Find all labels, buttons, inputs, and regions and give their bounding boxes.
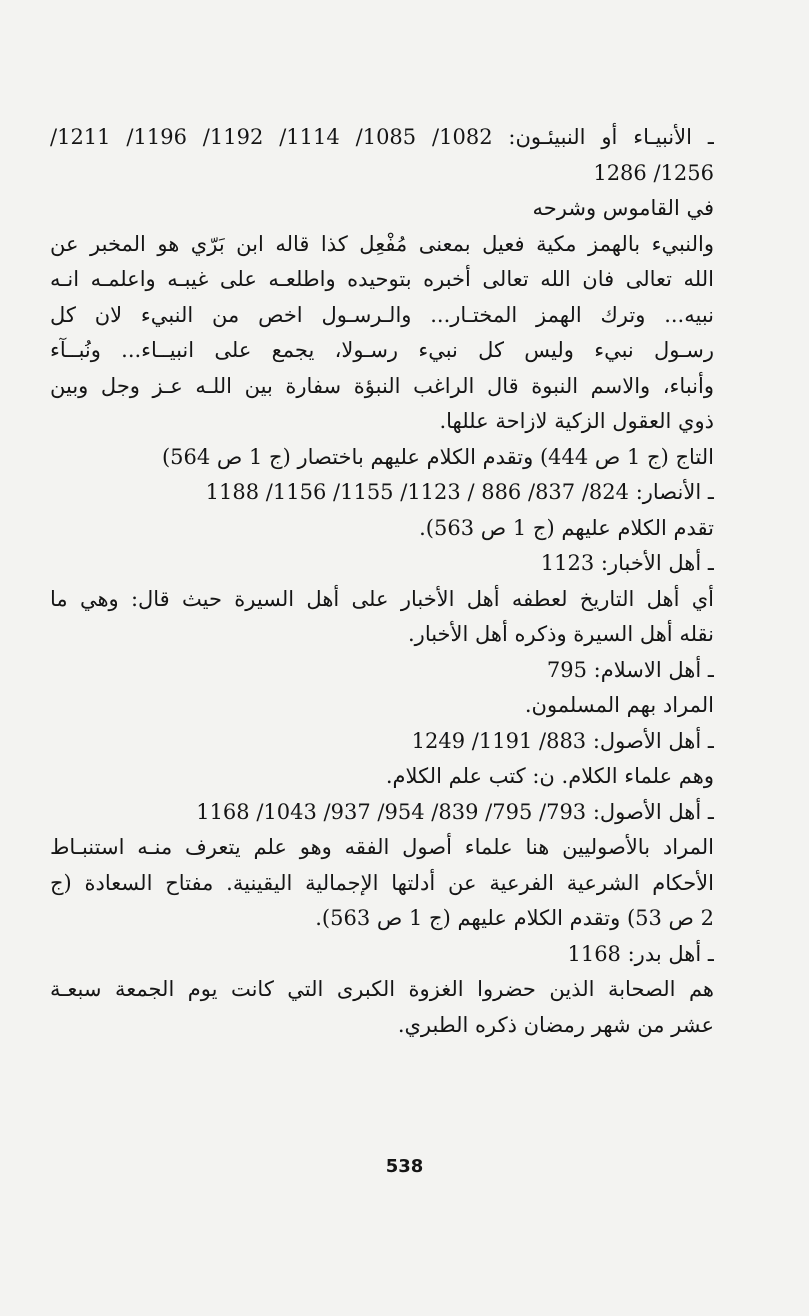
text-line-8: وأنباء، والاسم النبوة قال الراغب النبؤة سفارة بين اللـه عـز وجل وبين: [50, 373, 714, 398]
text-line-17: المراد بهم المسلمون.: [524, 693, 714, 717]
text-line-5: الله تعالى فان الله تعالى أخبره بتوحيده واطلعـه على غيبـه واعلمـه انـه: [50, 267, 714, 291]
text-line-24: ـ أهل بدر: 1168: [567, 941, 714, 966]
text-line-23: 2 ص 53) وتقدم الكلام عليهم (ج 1 ص 563).: [315, 906, 714, 930]
text-line-13: ـ أهل الأخبار: 1123: [540, 551, 714, 575]
page-number: 538: [385, 1156, 424, 1177]
text-line-19: وهم علماء الكلام. ن: كتب علم الكلام.: [385, 764, 714, 788]
text-line-12: تقدم الكلام عليهم (ج 1 ص 563).: [419, 515, 714, 540]
text-line-18: ـ أهل الأصول: 883/ 1191/ 1249: [411, 728, 714, 753]
text-line-22: الأحكام الشرعية الفرعية عن أدلتها الإجمالية اليقينية. مفتاح السعادة (ج: [50, 870, 714, 895]
text-line-14: أي أهل التاريخ لعطفه أهل الأخبار على أهل السيرة حيث قال: وهي ما: [50, 586, 714, 611]
text-line-20: ـ أهل الأصول: 793/ 795/ 839/ 954/ 937/ 1043/ 1168: [196, 799, 714, 824]
text-line-3: في القاموس وشرحه: [532, 196, 714, 220]
text-line-2: 1256/ 1286: [593, 160, 714, 185]
text-line-26: عشر من شهر رمضان ذكره الطبري.: [397, 1012, 714, 1037]
text-line-11: ـ الأنصار: 824/ 837/ 886 / 1123/ 1155/ 1156/ 1188: [205, 480, 714, 504]
text-line-9: ذوي العقول الزكية لازاحة عللها.: [439, 409, 714, 433]
text-line-16: ـ أهل الاسلام: 795: [546, 657, 714, 682]
text-line-1: ـ الأنبيـاء أو النبيئـون: 1082/ 1085/ 1114/ 1192/ 1196/ 1211/: [50, 125, 714, 149]
page-text-body: [50, 120, 714, 1043]
text-line-7: رسـول نبيء وليس كل نبيء رسـولا، يجمع على انبيــاء... ونُبــآء: [50, 338, 714, 362]
text-line-4: والنبيء بالهمز مكية فعيل بمعنى مُفْعِل كذا قاله ابن بَرّي هو المخبر عن: [50, 231, 714, 256]
text-line-21: المراد بالأصوليين هنا علماء أصول الفقه وهو علم يتعرف منـه استنبـاط: [50, 835, 714, 859]
text-line-15: نقله أهل السيرة وذكره أهل الأخبار.: [408, 622, 714, 646]
text-line-25: هم الصحابة الذين حضروا الغزوة الكبرى التي كانت يوم الجمعة سبعـة: [50, 977, 714, 1001]
text-line-10: التاج (ج 1 ص 444) وتقدم الكلام عليهم باختصار (ج 1 ص 564): [161, 444, 714, 469]
text-line-6: نبيه... وترك الهمز المختـار... والـرسـول اخص من النبيء لان كل: [50, 302, 714, 327]
